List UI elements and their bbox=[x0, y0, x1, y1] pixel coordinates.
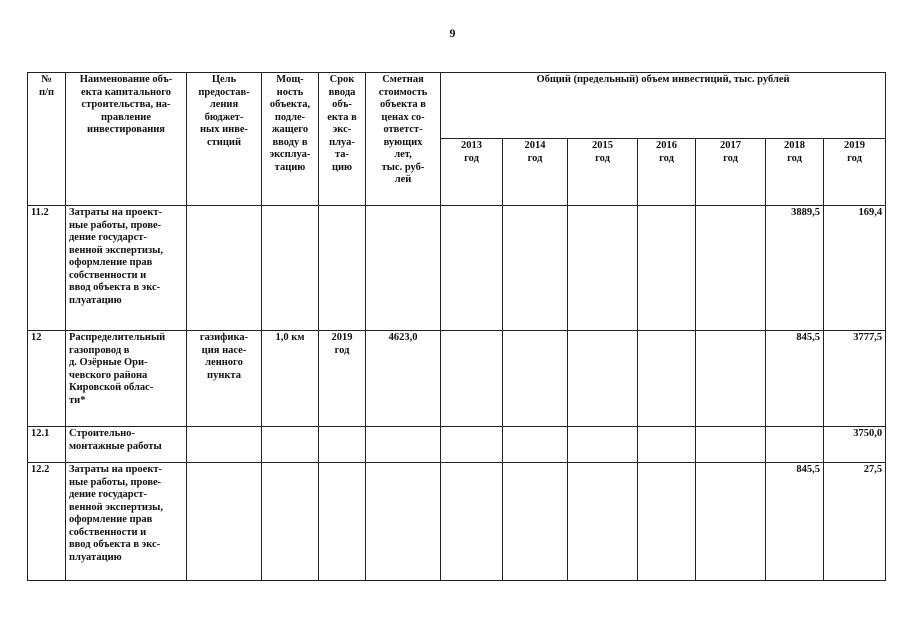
table-row bbox=[28, 331, 886, 427]
row-value bbox=[568, 427, 638, 463]
page-number: 9 bbox=[449, 26, 456, 40]
row-name: Распределительный газопровод в д. Озёрные Ори- чевского района Кировской облас- ти* bbox=[66, 331, 187, 427]
row-value bbox=[696, 206, 766, 331]
table-row bbox=[28, 206, 886, 331]
row-cost: 4623,0 bbox=[366, 331, 441, 427]
header-year: 2018 год bbox=[766, 139, 824, 206]
row-purpose bbox=[187, 463, 262, 581]
row-value bbox=[441, 463, 503, 581]
row-value bbox=[503, 463, 568, 581]
row-value bbox=[568, 331, 638, 427]
header-year: 2013 год bbox=[441, 139, 503, 206]
row-num: 12.1 bbox=[28, 427, 66, 463]
row-value: 27,5 bbox=[824, 463, 886, 581]
row-value bbox=[568, 463, 638, 581]
row-value bbox=[696, 331, 766, 427]
header-cost: Сметная стоимость объекта в ценах со- ответст- вующих лет, тыс. руб- лей bbox=[366, 73, 441, 206]
row-value bbox=[696, 463, 766, 581]
row-name: Затраты на проект- ные работы, прове- дение государст- венной экспертизы, оформление прав собственности и ввод объекта в экс- плуатацию bbox=[66, 206, 187, 331]
row-term bbox=[319, 427, 366, 463]
header-purpose: Цель предостав- ления бюджет- ных инве- стиций bbox=[187, 73, 262, 206]
row-value bbox=[696, 427, 766, 463]
row-capacity bbox=[262, 427, 319, 463]
row-value bbox=[638, 206, 696, 331]
row-purpose bbox=[187, 206, 262, 331]
header-year: 2016 год bbox=[638, 139, 696, 206]
header-term: Срок ввода объ- екта в экс- плуа- та- цию bbox=[319, 73, 366, 206]
header-year: 2015 год bbox=[568, 139, 638, 206]
header-year: 2017 год bbox=[696, 139, 766, 206]
row-num: 12.2 bbox=[28, 463, 66, 581]
row-value: 3777,5 bbox=[824, 331, 886, 427]
header-year: 2019 год bbox=[824, 139, 886, 206]
row-value: 3889,5 bbox=[766, 206, 824, 331]
row-cost bbox=[366, 427, 441, 463]
table-row bbox=[28, 427, 886, 463]
row-value bbox=[568, 206, 638, 331]
row-value: 845,5 bbox=[766, 463, 824, 581]
row-cost bbox=[366, 463, 441, 581]
row-value bbox=[766, 427, 824, 463]
row-purpose: газифика- ция насе- ленного пункта bbox=[187, 331, 262, 427]
row-name: Строительно- монтажные работы bbox=[66, 427, 187, 463]
row-cost bbox=[366, 206, 441, 331]
row-value bbox=[441, 206, 503, 331]
table-row bbox=[28, 463, 886, 581]
row-value bbox=[441, 427, 503, 463]
row-value bbox=[503, 206, 568, 331]
row-num: 12 bbox=[28, 331, 66, 427]
row-value bbox=[638, 463, 696, 581]
row-value bbox=[638, 331, 696, 427]
row-capacity bbox=[262, 463, 319, 581]
header-capacity: Мощ- ность объекта, подле- жащего вводу в эксплуа- тацию bbox=[262, 73, 319, 206]
row-num: 11.2 bbox=[28, 206, 66, 331]
row-capacity: 1,0 км bbox=[262, 331, 319, 427]
row-purpose bbox=[187, 427, 262, 463]
row-value bbox=[503, 331, 568, 427]
header-year: 2014 год bbox=[503, 139, 568, 206]
row-value: 845,5 bbox=[766, 331, 824, 427]
row-term bbox=[319, 463, 366, 581]
header-name: Наименование объ- екта капитального строительства, на- правление инвестирования bbox=[66, 73, 187, 206]
header-investment: Общий (предельный) объем инвестиций, тыс. рублей bbox=[441, 73, 886, 139]
row-term: 2019 год bbox=[319, 331, 366, 427]
row-term bbox=[319, 206, 366, 331]
row-name: Затраты на проект- ные работы, прове- дение государст- венной экспертизы, оформление прав собственности и ввод объекта в экс- плуатацию bbox=[66, 463, 187, 581]
row-capacity bbox=[262, 206, 319, 331]
row-value bbox=[503, 427, 568, 463]
row-value bbox=[638, 427, 696, 463]
header-num: № п/п bbox=[28, 73, 66, 206]
investment-table bbox=[27, 72, 886, 581]
row-value: 169,4 bbox=[824, 206, 886, 331]
row-value: 3750,0 bbox=[824, 427, 886, 463]
row-value bbox=[441, 331, 503, 427]
